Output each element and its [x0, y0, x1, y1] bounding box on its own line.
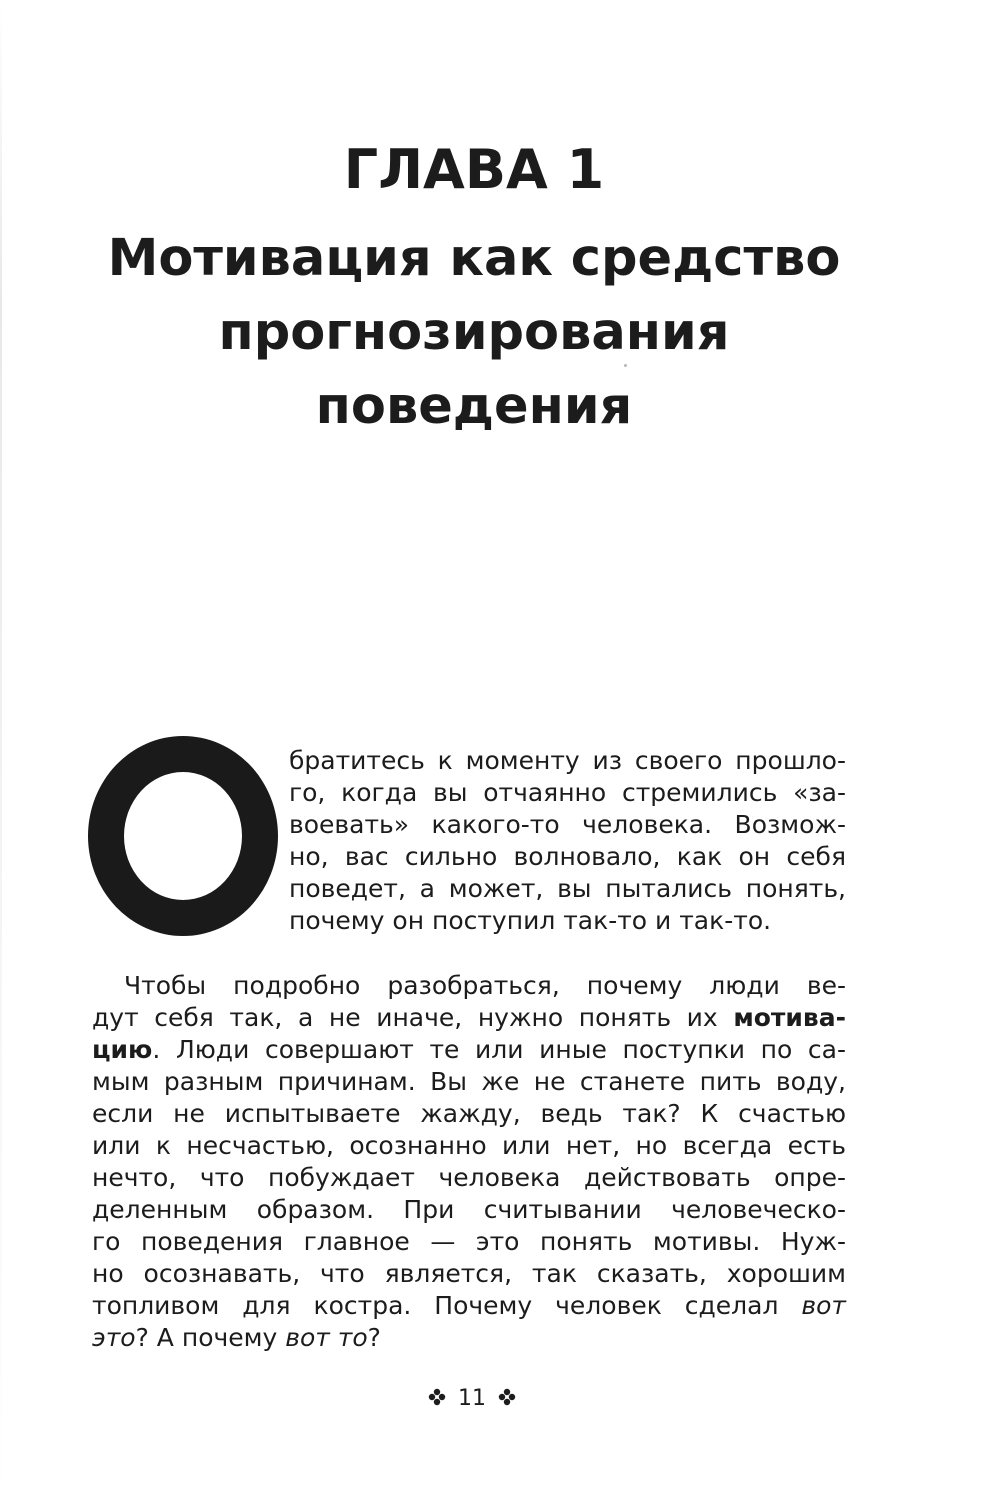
- drop-cap: [88, 736, 278, 936]
- diamond-ornament-icon: [428, 1388, 446, 1406]
- text-run: ? А почему: [135, 1323, 278, 1352]
- text-run: . Люди совершают те или иные поступки по са-: [152, 1035, 846, 1064]
- diamond-ornament-icon: [498, 1388, 516, 1406]
- text-line: воевать» какого-то человека. Возмож-: [289, 810, 846, 839]
- italic-term: это: [92, 1323, 136, 1352]
- text-line: или к несчастью, осознанно или нет, но всегда есть: [92, 1131, 846, 1160]
- page-footer: [0, 1384, 944, 1414]
- text-line: Чтобы подробно разобраться, почему люди ве-: [124, 971, 846, 1000]
- chapter-title: [0, 222, 948, 444]
- text-line: го, когда вы отчаянно стремились «за-: [289, 778, 846, 807]
- text-run: ?: [367, 1323, 381, 1352]
- text-line: мым разным причинам. Вы же не станете пить воду,: [92, 1067, 846, 1096]
- text-line: го поведения главное — это понять мотивы. Нуж-: [92, 1227, 846, 1256]
- text-line: но, вас сильно волновало, как он себя: [289, 842, 846, 871]
- chapter-title-line: Мотивация как средство: [107, 229, 841, 288]
- text-line: братитесь к моменту из своего прошло-: [289, 746, 846, 775]
- text-line: почему он поступил так-то и так-то.: [289, 906, 772, 935]
- text-run: топливом для костра. Почему человек сделал: [92, 1291, 779, 1320]
- text-line: если не испытываете жажду, ведь так? К счастью: [92, 1099, 846, 1128]
- bold-term: мотива-: [733, 1003, 846, 1032]
- text-line: деленным образом. При считывании человеческо-: [92, 1195, 846, 1224]
- chapter-title-line: поведения: [315, 377, 633, 436]
- text-line: но осознавать, что является, так сказать, хорошим: [92, 1259, 846, 1288]
- text-line: [92, 1322, 846, 1354]
- text-run: дут себя так, а не иначе, нужно понять их: [92, 1003, 718, 1032]
- text-line: [92, 1290, 846, 1322]
- bold-term: цию: [92, 1035, 153, 1064]
- print-speck: [624, 364, 627, 367]
- chapter-title-line: прогнозирования: [218, 303, 730, 362]
- text-line: нечто, что побуждает человека действовать опре-: [92, 1163, 846, 1192]
- text-line: [92, 1034, 846, 1066]
- text-line: [92, 1002, 846, 1034]
- page-number: 11: [458, 1386, 486, 1411]
- text-line: поведет, а может, вы пытались понять,: [289, 874, 846, 903]
- chapter-number: ГЛАВА 1: [343, 138, 605, 201]
- italic-term: вот то: [285, 1323, 368, 1352]
- italic-term: вот: [801, 1291, 846, 1320]
